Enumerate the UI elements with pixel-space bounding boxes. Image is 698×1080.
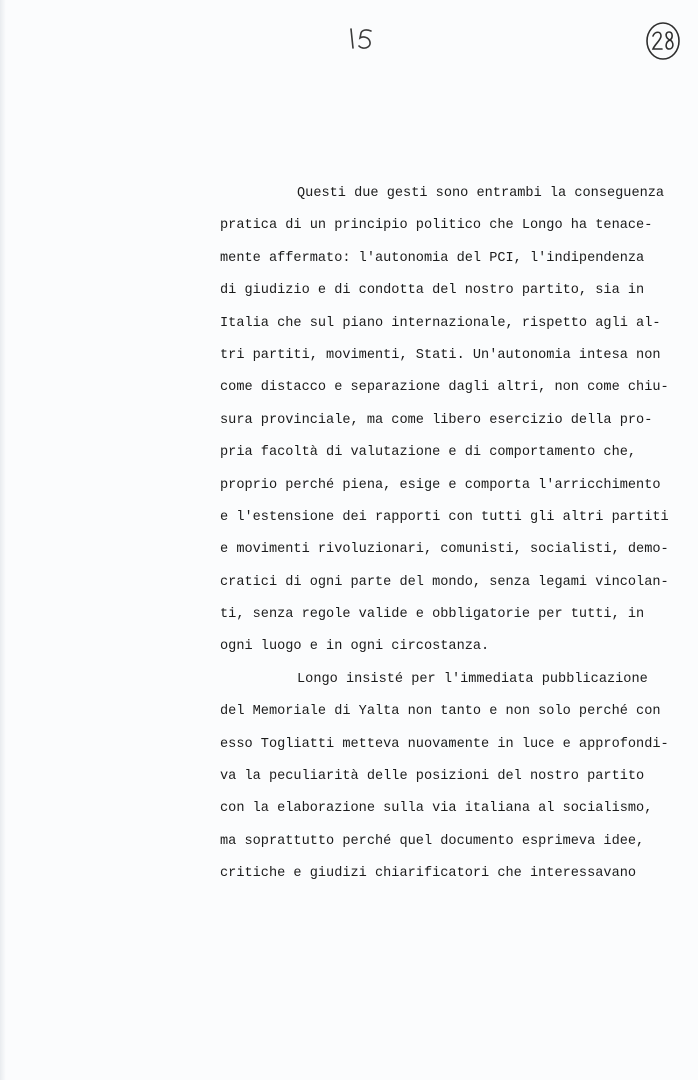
page-edge-shadow bbox=[0, 0, 6, 1080]
text-line: ogni luogo e in ogni circostanza. bbox=[220, 639, 490, 655]
text-line: come distacco e separazione dagli altri, non come chiu- bbox=[220, 380, 669, 396]
text-line: e movimenti rivoluzionari, comunisti, socialisti, demo- bbox=[220, 542, 669, 558]
paragraph-2 bbox=[220, 668, 682, 895]
text-line: Italia che sul piano internazionale, rispetto agli al- bbox=[220, 315, 661, 331]
text-line: pria facoltà di valutazione e di comportamento che, bbox=[220, 445, 637, 461]
text-line: mente affermato: l'autonomia del PCI, l'indipendenza bbox=[220, 250, 645, 266]
text-line: ti, senza regole valide e obbligatorie per tutti, in bbox=[220, 607, 645, 623]
text-line: del Memoriale di Yalta non tanto e non solo perché con bbox=[220, 704, 661, 720]
text-line: cratici di ogni parte del mondo, senza legami vincolan- bbox=[220, 574, 669, 590]
text-line: ma soprattutto perché quel documento esprimeva idee, bbox=[220, 833, 645, 849]
text-line: critiche e giudizi chiarificatori che interessavano bbox=[220, 866, 637, 882]
text-line: sura provinciale, ma come libero esercizio della pro- bbox=[220, 412, 653, 428]
text-line: Questi due gesti sono entrambi la conseguenza bbox=[297, 186, 665, 201]
text-line: pratica di un principio politico che Longo ha tenace- bbox=[220, 218, 653, 234]
text-line: va la peculiarità delle posizioni del nostro partito bbox=[220, 769, 645, 785]
text-line: e l'estensione dei rapporti con tutti gli altri partiti bbox=[220, 509, 669, 525]
text-line: con la elaborazione sulla via italiana al socialismo, bbox=[220, 801, 653, 817]
body-text bbox=[220, 182, 682, 895]
text-line: esso Togliatti metteva nuovamente in luce e approfondi- bbox=[220, 736, 669, 752]
text-line: tri partiti, movimenti, Stati. Un'autonomia intesa non bbox=[220, 347, 661, 363]
handwritten-page-number bbox=[347, 26, 377, 52]
circled-page-number bbox=[643, 19, 683, 63]
text-line: di giudizio e di condotta del nostro partito, sia in bbox=[220, 283, 645, 299]
paragraph-1 bbox=[220, 182, 682, 668]
text-line: Longo insisté per l'immediata pubblicazione bbox=[297, 671, 648, 687]
text-line: proprio perché piena, esige e comporta l'arricchimento bbox=[220, 477, 661, 493]
